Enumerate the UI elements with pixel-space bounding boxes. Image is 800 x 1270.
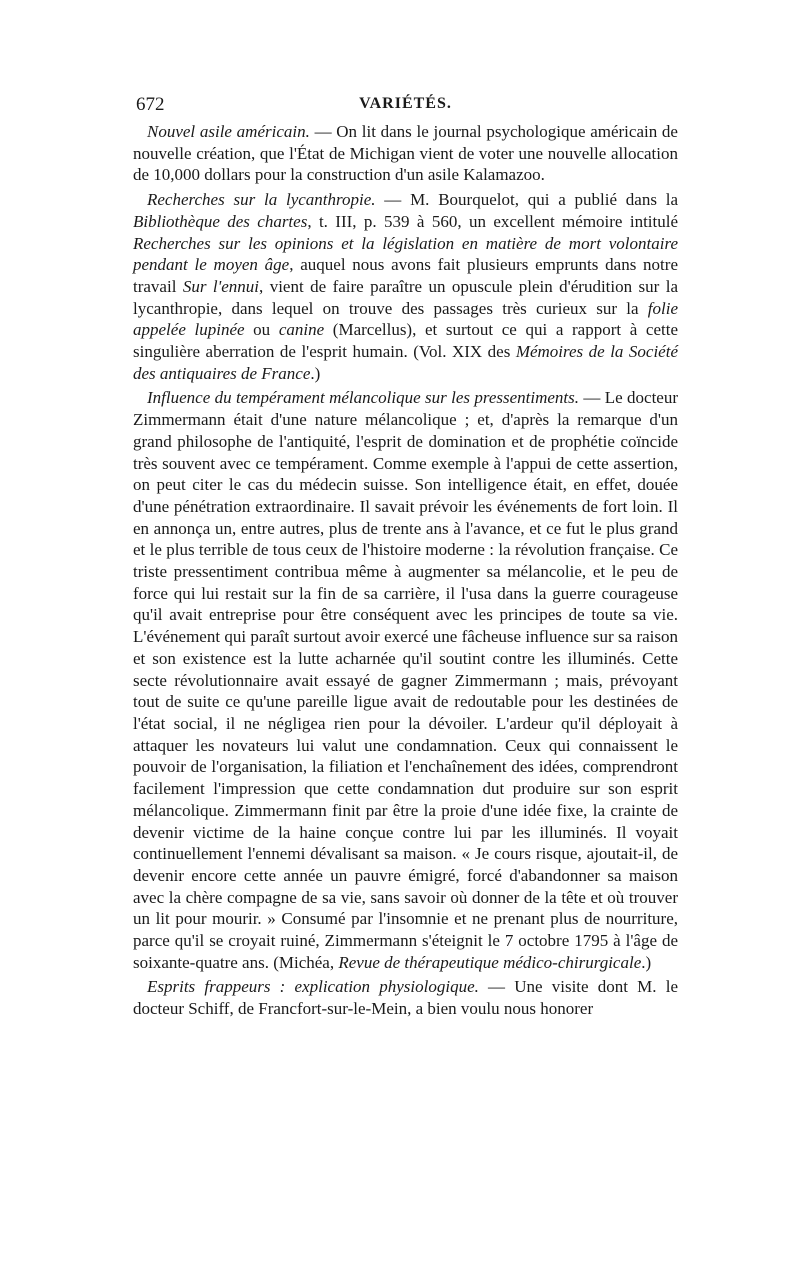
italic-reference: Bibliothèque des chartes (133, 211, 308, 231)
paragraph-text: — M. Bourquelot, qui a publié dans la (375, 190, 678, 210)
italic-reference: canine (278, 320, 325, 340)
italic-reference: Revue de thérapeutique médico-chirurgicale (338, 952, 642, 972)
paragraph-esprits-frappeurs (133, 976, 678, 1019)
paragraph-text: (Marcellus), et surtout ce qui a rapport à cette singulière aberration de l'esprit humain. (Vol. XIX des (133, 320, 679, 362)
book-page (133, 94, 678, 1020)
running-title: VARIÉTÉS. (359, 95, 452, 112)
paragraph-text: — Une visite dont M. le docteur Schiff, de Francfort-sur-le-Mein, a bien voulu nous honorer (133, 977, 678, 1019)
italic-reference: Sur l'ennui (182, 276, 260, 296)
paragraph-text: , t. III, p. 539 à 560, un excellent mémoire intitulé (307, 211, 679, 231)
paragraph-text: ou (244, 320, 279, 340)
running-header (133, 94, 678, 120)
paragraph-influence-temperament (133, 387, 678, 973)
paragraph-title: Recherches sur la lycanthropie. (147, 190, 376, 210)
paragraph-text: — Le docteur Zimmermann était d'une nature mélancolique ; et, d'après la remarque d'un grand philosophe de l'antiquité, l'esprit de domination et de prophétie coïncide très souvent avec ce tempérament. Comme exemple à l'appui de cette assertion, on peut citer le cas du médecin suisse. Son intelligence était, en effet, douée d'une pénétration extraordinaire. Il savait prévoir les événements de fort loin. Il en annonça un, entre autres, plus de trente ans à l'avance, et ce fut le plus grand et le plus terrible de tous ceux de l'histoire moderne : la révolution française. Ce triste pressentiment contribua même à augmenter sa mélancolie, et le peu de force qui lui restait sur la fin de sa carrière, il l'usa dans la guerre courageuse qu'il avait entreprise pour être conséquent avec les principes de toute sa vie. L'événement qui paraît surtout avoir exercé une fâcheuse influence sur sa raison et son existence est la lutte acharnée qu'il soutint contre les illuminés. Cette secte révolutionnaire avait essayé de gagner Zimmermann ; mais, prévoyant tout de suite ce qu'une pareille ligue avait de redoutable pour les destinées de l'état social, il ne négligea rien pour la dévoiler. L'ardeur qu'il déployait à attaquer les novateurs lui valut une condamnation. Ceux qui connaissent le pouvoir de l'organisation, la filiation et l'enchaînement des idées, comprendront facilement l'impression que cette condamnation dut produire sur son esprit mélancolique. Zimmermann finit par être la proie d'une idée fixe, la crainte de devenir victime de la haine conçue contre lui par les illuminés. Il voyait continuellement l'ennemi dévalisant sa maison. « Je cours risque, ajoutait-il, de devenir encore cette année un pauvre émigré, forcé d'abandonner sa maison avec la chère compagne de sa vie, sans savoir où donner de la tête et où trouver un lit pour mourir. » Consumé par l'insomnie et ne prenant plus de nourriture, parce qu'il se croyait ruiné, Zimmermann s'éteignit le 7 octobre 1795 à l'âge de soixante-quatre ans. (Michéa, (133, 388, 678, 972)
paragraph-text: , vient de faire paraître un opuscule plein d'érudition sur la lycanthropie, dans lequel on trouve des passages très curieux sur la (133, 276, 679, 318)
paragraph-title: Influence du tempérament mélancolique sur les pressentiments. (147, 388, 580, 408)
paragraph-title: Esprits frappeurs : explication physiologique. (147, 977, 479, 997)
page-number: 672 (136, 94, 165, 115)
paragraph-text: .) (310, 363, 321, 383)
italic-reference: Mémoires de la Société des antiquaires de France (133, 342, 678, 383)
paragraph-text: , auquel nous avons fait plusieurs emprunts dans notre travail (133, 255, 678, 296)
paragraph-text: .) (641, 952, 652, 972)
paragraph-title: Nouvel asile américain. (147, 122, 310, 141)
paragraph-text: — On lit dans le journal psychologique américain de nouvelle création, que l'État de Michigan vient de voter une nouvelle allocation de 10,000 dollars pour la construction d'un asile Kalamazoo. (133, 122, 678, 185)
italic-reference: Recherches sur les opinions et la législation en matière de mort volontaire pendant le moyen âge (133, 233, 678, 275)
paragraph-lycanthropie (133, 189, 678, 384)
paragraph-nouvel-asile (133, 121, 678, 186)
italic-reference: folie appelée lupinée (133, 298, 678, 340)
